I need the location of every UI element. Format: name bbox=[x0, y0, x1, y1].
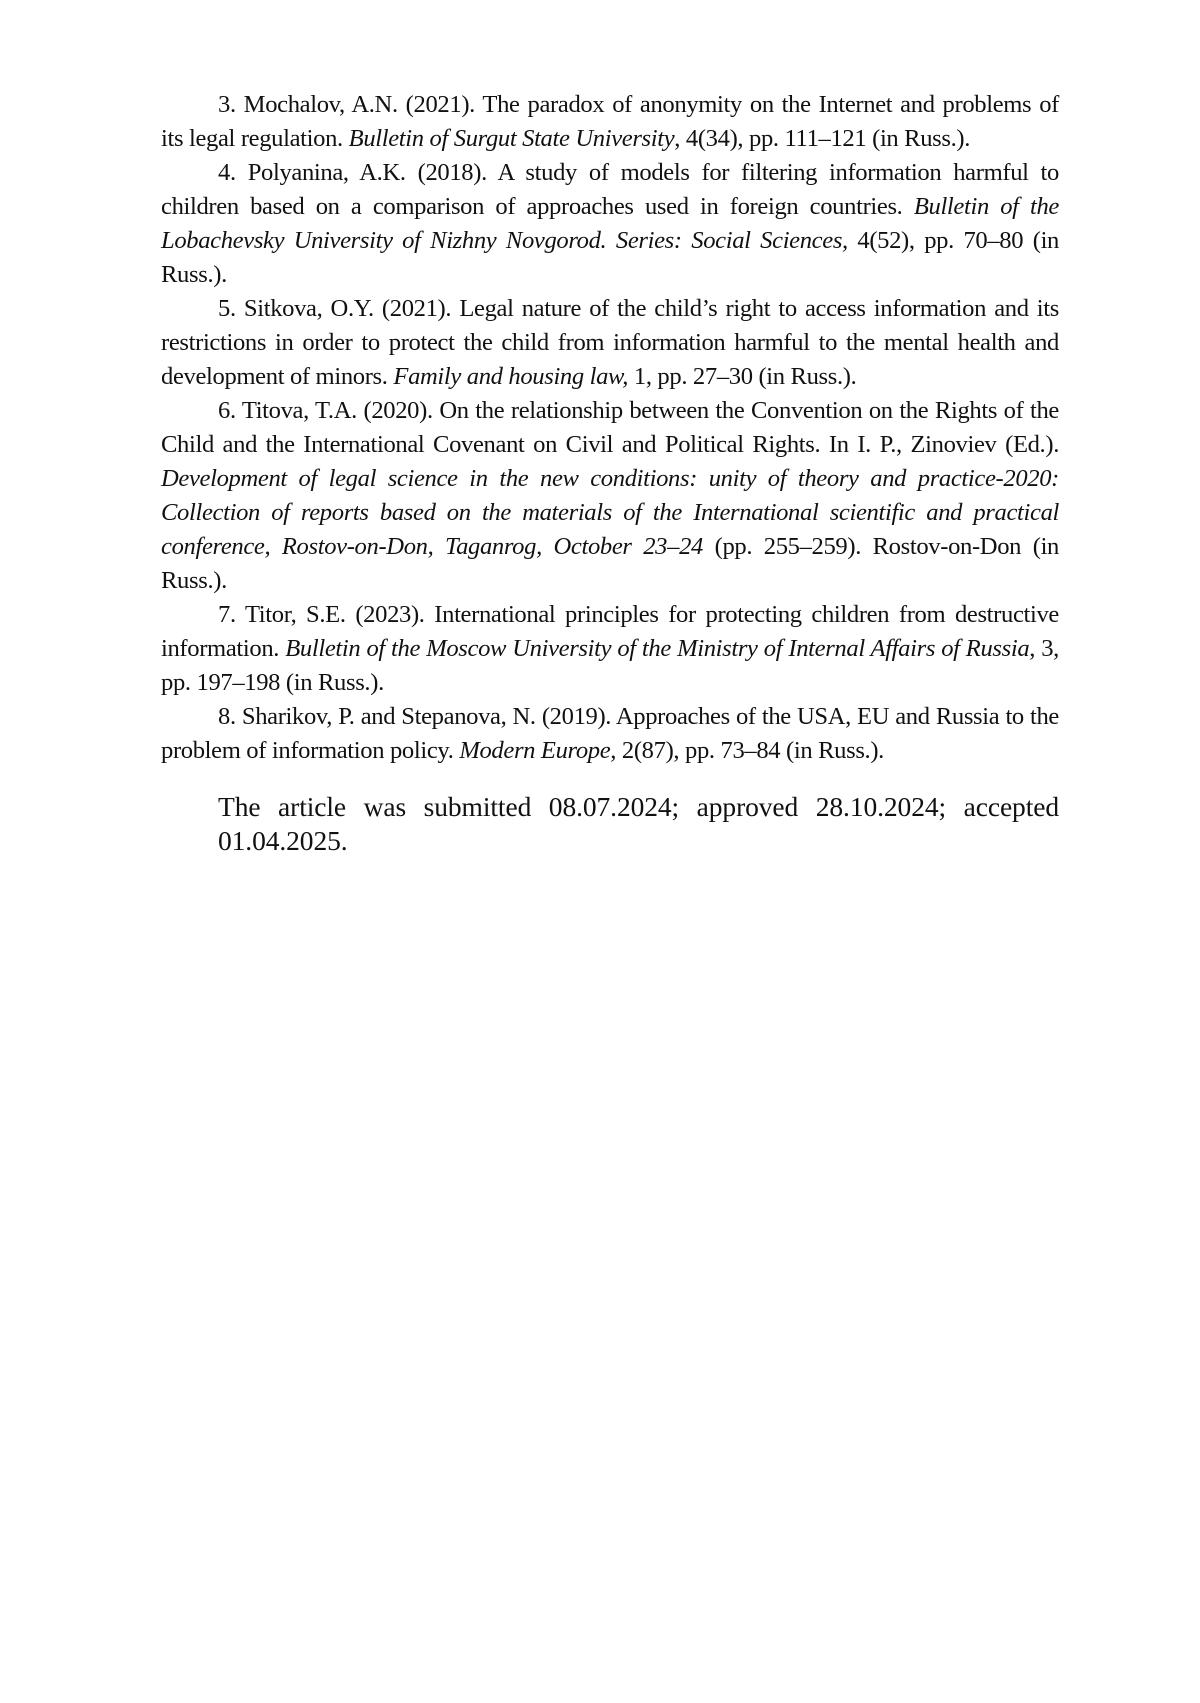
reference-citation: Titor, S.E. (2023). International principles for protecting children from de­structive information. bbox=[161, 601, 1059, 662]
reference-number: 3. bbox=[218, 91, 236, 118]
reference-citation: Titova, T.A. (2020). On the relationship between the Convention on the Rights of the Child and the International Covenant on Civil and Political Rights. In I. P., Zinoviev (Ed.). bbox=[161, 397, 1059, 458]
reference-source: Modern Europe, bbox=[459, 737, 616, 764]
reference-source: Bulletin of the Moscow University of the Ministry of Internal Affairs of Russia bbox=[285, 635, 1029, 662]
reference-number: 7. bbox=[218, 601, 236, 628]
reference-details: 1, pp. 27–30 (in Russ.). bbox=[628, 363, 856, 390]
document-page bbox=[161, 88, 1059, 858]
reference-number: 8. bbox=[218, 703, 236, 730]
reference-details: 2(87), pp. 73–84 (in Russ.). bbox=[616, 737, 884, 764]
reference-details: (pp. 255–259). Rostov-on-Don (in Russ.). bbox=[161, 533, 1059, 594]
reference-citation: Sharikov, P. and Stepanova, N. (2019). Approaches of the USA, EU and Rus­sia to the problem of information policy. bbox=[161, 703, 1059, 764]
reference-source: Bulletin of the Lobachevsky University of Nizhny Novgorod. Series: Social Sciences, bbox=[161, 193, 1059, 254]
reference-item-6 bbox=[161, 394, 1059, 598]
reference-details: , 3, pp. 197–198 (in Russ.). bbox=[161, 635, 1059, 696]
reference-source: Bulletin of Surgut State University bbox=[349, 125, 675, 152]
reference-item-5 bbox=[161, 292, 1059, 394]
reference-number: 6. bbox=[218, 397, 236, 424]
reference-number: 5. bbox=[218, 295, 236, 322]
reference-list bbox=[161, 88, 1059, 768]
submission-dates: The article was submitted 08.07.2024; approved 28.10.2024; accepted 01.04.2025. bbox=[218, 790, 1059, 858]
reference-item-4 bbox=[161, 156, 1059, 292]
reference-item-7 bbox=[161, 598, 1059, 700]
reference-number: 4. bbox=[218, 159, 236, 186]
reference-citation: Mochalov, A.N. (2021). The paradox of anonymity on the Internet and problems of its legal regulation. bbox=[161, 91, 1059, 152]
reference-details: 4(52), pp. 70–80 (in Russ.). bbox=[161, 227, 1059, 288]
reference-source: Development of legal science in the new conditions: unity of theory and practice-2020: Collection of reports based on the materials of the International scien­tific and practical conference, Rostov-on-Don, Taganrog, October 23–24 bbox=[161, 465, 1059, 560]
reference-item-8 bbox=[161, 700, 1059, 768]
reference-citation: Sitkova, O.Y. (2021). Legal nature of the child’s right to access information and its restrictions in order to protect the child from information harmful to the mental health and development of minors. bbox=[161, 295, 1059, 390]
reference-source: Family and housing law, bbox=[393, 363, 628, 390]
reference-item-3 bbox=[161, 88, 1059, 156]
reference-details: , 4(34), pp. 111–121 (in Russ.). bbox=[674, 125, 970, 152]
reference-citation: Polyanina, A.K. (2018). A study of models for filtering information harmful to children based on a comparison of approaches used in foreign countries. bbox=[161, 159, 1059, 220]
